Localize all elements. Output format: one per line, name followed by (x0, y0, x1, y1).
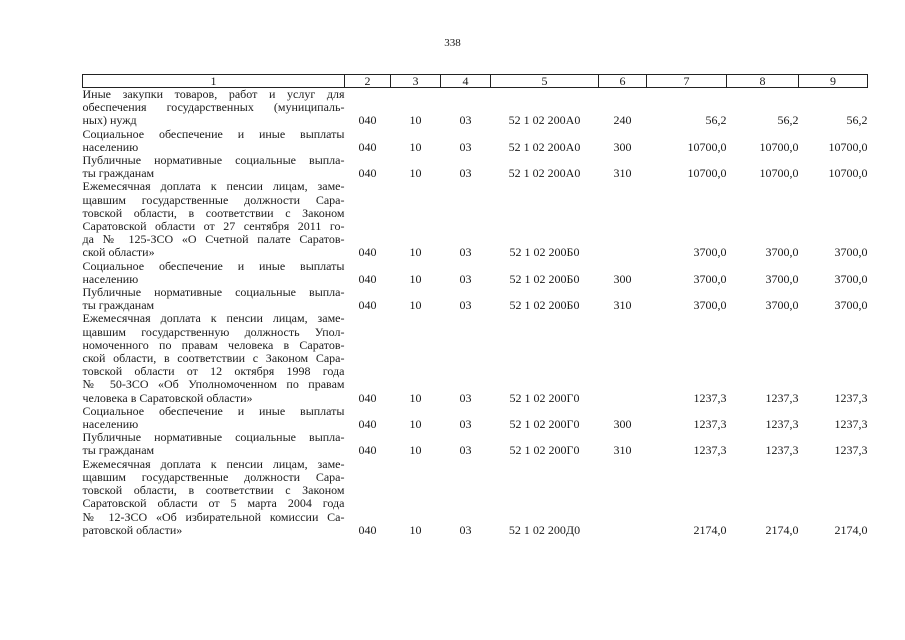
section-code: 10 (409, 271, 422, 286)
description-line: ратовской области» (82, 522, 183, 537)
amount-col-8: 10700,0 (759, 139, 799, 154)
column-header: 9 (799, 75, 868, 88)
description-line: Социальное обеспечение и иные выплаты (82, 258, 345, 273)
table-row (83, 431, 868, 457)
description-line: товской области, в соответствии с Законом (82, 483, 345, 498)
target-article-code: 52 1 02 200А0 (508, 166, 581, 181)
description-line: Ежемесячная доплата к пенсии лицам, заме- (82, 179, 345, 194)
column-header: 3 (391, 75, 441, 88)
target-article-code: 52 1 02 200Б0 (509, 271, 580, 286)
chapter-code: 040 (358, 113, 377, 128)
target-article-code: 52 1 02 200А0 (508, 139, 581, 154)
description-line: Публичные нормативные социальные выпла- (82, 430, 345, 445)
chapter-code: 040 (358, 443, 377, 458)
table-row (83, 260, 868, 286)
amount-col-7: 3700,0 (693, 271, 727, 286)
row-description (83, 128, 345, 154)
subsection-code: 03 (459, 390, 472, 405)
description-line: да № 125-ЗСО «О Счетной палате Саратов- (82, 232, 345, 247)
description-line: товской области от 12 октября 1998 года (82, 364, 345, 379)
description-line: Социальное обеспечение и иные выплаты (82, 403, 345, 418)
chapter-code: 040 (358, 298, 377, 313)
description-line: товской области, в соответствии с Законом (82, 205, 345, 220)
target-article-code: 52 1 02 200Г0 (509, 443, 580, 458)
section-code: 10 (409, 166, 422, 181)
amount-col-9: 10700,0 (828, 139, 868, 154)
row-description (83, 405, 345, 431)
amount-col-7: 3700,0 (693, 245, 727, 260)
expense-type-code: 310 (613, 443, 632, 458)
amount-col-9: 2174,0 (834, 522, 868, 537)
section-code: 10 (409, 298, 422, 313)
subsection-code: 03 (459, 166, 472, 181)
amount-col-7: 10700,0 (687, 166, 727, 181)
amount-col-8: 3700,0 (765, 298, 799, 313)
table-header-row (83, 75, 868, 88)
row-description (83, 312, 345, 404)
page-number: 338 (444, 37, 461, 49)
subsection-code: 03 (459, 113, 472, 128)
amount-col-7: 1237,3 (693, 390, 727, 405)
expense-type-code (599, 312, 647, 404)
subsection-code: 03 (459, 245, 472, 260)
description-line: ных) нужд (82, 113, 137, 128)
description-line: Иные закупки товаров, работ и услуг для (82, 87, 345, 101)
amount-col-8: 1237,3 (765, 417, 799, 432)
amount-col-9: 1237,3 (834, 443, 868, 458)
description-line: населению (82, 417, 139, 432)
description-line: Саратовской области от 5 марта 2004 года (82, 496, 345, 511)
row-description (83, 180, 345, 259)
row-description (83, 458, 345, 537)
description-line: ской области, в соответствии с Законом Сара- (82, 351, 345, 366)
table-row (83, 128, 868, 154)
amount-col-8: 56,2 (777, 113, 799, 128)
amount-col-9: 3700,0 (834, 245, 868, 260)
amount-col-7: 1237,3 (693, 443, 727, 458)
expense-type-code: 310 (613, 166, 632, 181)
expense-type-code: 300 (613, 271, 632, 286)
amount-col-8: 10700,0 (759, 166, 799, 181)
subsection-code: 03 (459, 443, 472, 458)
amount-col-7: 10700,0 (687, 139, 727, 154)
amount-col-7: 56,2 (705, 113, 727, 128)
table-body (83, 88, 868, 537)
expense-type-code (599, 458, 647, 537)
section-code: 10 (409, 139, 422, 154)
amount-col-7: 1237,3 (693, 417, 727, 432)
table-row (83, 458, 868, 537)
description-line: щавшим государственные должности Сара- (82, 469, 345, 484)
description-line: ты гражданам (82, 298, 155, 313)
table-row (83, 286, 868, 312)
column-header: 2 (345, 75, 391, 88)
target-article-code: 52 1 02 200Д0 (508, 522, 581, 537)
subsection-code: 03 (459, 271, 472, 286)
description-line: Ежемесячная доплата к пенсии лицам, заме- (82, 456, 345, 471)
expense-type-code: 300 (613, 139, 632, 154)
table-row (83, 180, 868, 259)
expense-type-code: 300 (613, 417, 632, 432)
section-code: 10 (409, 443, 422, 458)
amount-col-7: 2174,0 (693, 522, 727, 537)
description-line: населению (82, 139, 139, 154)
subsection-code: 03 (459, 298, 472, 313)
amount-col-9: 56,2 (846, 113, 868, 128)
chapter-code: 040 (358, 522, 377, 537)
description-line: номоченного по правам человека в Саратов- (82, 337, 345, 352)
column-header: 7 (647, 75, 727, 88)
description-line: человека в Саратовской области» (82, 390, 253, 405)
description-line: Социальное обеспечение и иные выплаты (82, 126, 345, 141)
row-description (83, 286, 345, 312)
column-header: 6 (599, 75, 647, 88)
amount-col-8: 1237,3 (765, 390, 799, 405)
chapter-code: 040 (358, 271, 377, 286)
amount-col-9: 3700,0 (834, 298, 868, 313)
description-line: № 50-ЗСО «Об Уполномоченном по правам (82, 377, 345, 392)
description-line: ской области» (82, 245, 155, 260)
row-description (83, 154, 345, 180)
description-line: Саратовской области от 27 сентября 2011 го- (82, 219, 345, 234)
chapter-code: 040 (358, 390, 377, 405)
description-line: населению (82, 271, 139, 286)
description-line: Ежемесячная доплата к пенсии лицам, заме- (82, 311, 345, 326)
section-code: 10 (409, 113, 422, 128)
target-article-code: 52 1 02 200А0 (508, 113, 581, 128)
description-line: Публичные нормативные социальные выпла- (82, 153, 345, 168)
subsection-code: 03 (459, 522, 472, 537)
chapter-code: 040 (358, 166, 377, 181)
section-code: 10 (409, 245, 422, 260)
column-header: 5 (491, 75, 599, 88)
section-code: 10 (409, 522, 422, 537)
amount-col-8: 2174,0 (765, 522, 799, 537)
table-row (83, 88, 868, 128)
amount-col-8: 3700,0 (765, 271, 799, 286)
row-description (83, 431, 345, 457)
subsection-code: 03 (459, 139, 472, 154)
row-description (83, 260, 345, 286)
amount-col-9: 1237,3 (834, 417, 868, 432)
description-line: ты гражданам (82, 443, 155, 458)
chapter-code: 040 (358, 245, 377, 260)
column-header: 1 (83, 75, 345, 88)
column-header: 8 (727, 75, 799, 88)
description-line: № 12-ЗСО «Об избирательной комиссии Са- (82, 509, 345, 524)
budget-table (82, 74, 868, 537)
target-article-code: 52 1 02 200Г0 (509, 390, 580, 405)
expense-type-code: 240 (613, 113, 632, 128)
chapter-code: 040 (358, 139, 377, 154)
description-line: щавшим государственную должность Упол- (82, 324, 345, 339)
section-code: 10 (409, 417, 422, 432)
amount-col-9: 10700,0 (828, 166, 868, 181)
amount-col-8: 3700,0 (765, 245, 799, 260)
amount-col-9: 1237,3 (834, 390, 868, 405)
amount-col-9: 3700,0 (834, 271, 868, 286)
description-line: ты гражданам (82, 166, 155, 181)
target-article-code: 52 1 02 200Г0 (509, 417, 580, 432)
column-header: 4 (441, 75, 491, 88)
section-code: 10 (409, 390, 422, 405)
chapter-code: 040 (358, 417, 377, 432)
expense-type-code: 310 (613, 298, 632, 313)
subsection-code: 03 (459, 417, 472, 432)
amount-col-7: 3700,0 (693, 298, 727, 313)
target-article-code: 52 1 02 200Б0 (509, 298, 580, 313)
description-line: щавшим государственные должности Сара- (82, 192, 345, 207)
row-description (83, 88, 345, 128)
table-row (83, 154, 868, 180)
description-line: Публичные нормативные социальные выпла- (82, 285, 345, 300)
table-row (83, 312, 868, 404)
table-row (83, 405, 868, 431)
amount-col-8: 1237,3 (765, 443, 799, 458)
target-article-code: 52 1 02 200Б0 (509, 245, 580, 260)
description-line: обеспечения государственных (муниципаль- (82, 100, 345, 115)
expense-type-code (599, 180, 647, 259)
